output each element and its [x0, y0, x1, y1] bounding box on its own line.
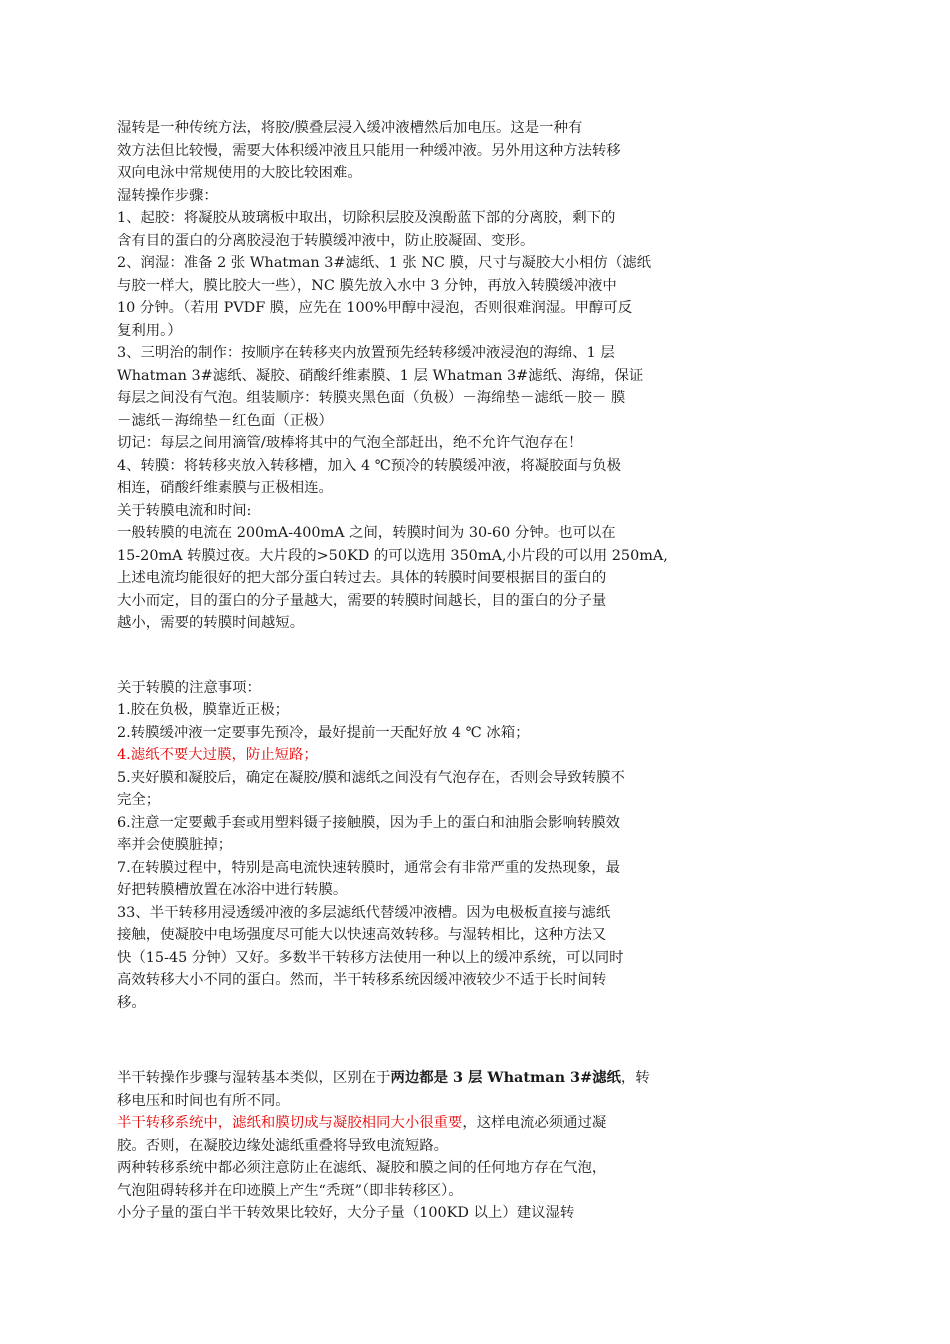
text-line: 1、起胶：将凝胶从玻璃板中取出，切除积层胶及溴酚蓝下部的分离胶，剩下的	[117, 210, 616, 226]
caution-note: 切记：每层之间用滴管/玻棒将其中的气泡全部赶出，绝不允许气泡存在！	[117, 435, 583, 451]
note-item-33	[117, 902, 717, 1015]
text-line: 4、转膜：将转移夹放入转移槽，加入 4 ℃预冷的转膜缓冲液，将凝胶面与负极	[117, 457, 622, 474]
wet-steps-heading: 湿转操作步骤：	[117, 187, 218, 204]
text-line: 小分子量的蛋白半干转效果比较好，大分子量（100KD 以上）建议湿转	[117, 1205, 575, 1221]
semi-dry-section	[117, 1067, 717, 1225]
text-span: 半干转操作步骤与湿转基本类似，区别在于	[117, 1070, 391, 1086]
text-line: －滤纸－海绵垫－红色面（正极）	[117, 412, 333, 429]
text-line: 接触，使凝胶中电场强度尽可能大以快速高效转移。与湿转相比，这种方法又	[117, 927, 607, 943]
text-line: 5.夹好膜和凝胶后，确定在凝胶/膜和滤纸之间没有气泡存在，否则会导致转膜不	[117, 769, 625, 786]
text-span: ，转	[620, 1070, 650, 1086]
note-item-5	[117, 767, 717, 812]
text-line: 气泡阻碍转移并在印迹膜上产生“秃斑”（即非转移区）。	[117, 1182, 463, 1199]
text-line: 相连，硝酸纤维素膜与正极相连。	[117, 480, 333, 496]
text-line: 效方法但比较慢，需要大体积缓冲液且只能用一种缓冲液。另外用这种方法转移	[117, 142, 621, 159]
current-time-heading: 关于转膜电流和时间:	[117, 502, 252, 519]
text-span: ，这样电流必须通过凝	[462, 1115, 607, 1131]
text-line: 好把转膜槽放置在冰浴中进行转膜。	[117, 882, 348, 898]
text-line: 一般转膜的电流在 200mA-400mA 之间，转膜时间为 30-60 分钟。也可以在	[117, 525, 616, 541]
wet-step-2	[117, 252, 717, 342]
text-line: 2、润湿：准备 2 张 Whatman 3#滤纸、1 张 NC 膜，尺寸与凝胶大小相仿（滤纸	[117, 255, 651, 271]
document-page	[117, 117, 717, 1225]
text-line: 每层之间没有气泡。组装顺序：转膜夹黑色面（负极）－海绵垫－滤纸－胶－ 膜	[117, 390, 626, 406]
text-line: 完全；	[117, 792, 161, 808]
note-item-7	[117, 857, 717, 902]
red-emphasis: 半干转移系统中，滤纸和膜切成与凝胶相同大小很重要	[117, 1115, 463, 1131]
text-line: 与胶一样大，膜比胶大一些），NC 膜先放入水中 3 分钟，再放入转膜缓冲液中	[117, 277, 617, 294]
note-item-6	[117, 812, 717, 857]
text-line: Whatman 3#滤纸、凝胶、硝酸纤维素膜、1 层 Whatman 3#滤纸、海绵，保证	[117, 367, 644, 384]
text-line: 7.在转膜过程中，特别是高电流快速转膜时，通常会有非常严重的发热现象，最	[117, 859, 621, 876]
text-line	[117, 1112, 717, 1135]
wet-transfer-intro	[117, 117, 717, 185]
note-item-1: 1.胶在负极，膜靠近正极；	[117, 702, 290, 718]
text-line: 湿转是一种传统方法，将胶/膜叠层浸入缓冲液槽然后加电压。这是一种有	[117, 120, 583, 136]
note-item-2: 2.转膜缓冲液一定要事先预冷，最好提前一天配好放 4 ℃ 冰箱；	[117, 724, 530, 741]
text-line: 越小，需要的转膜时间越短。	[117, 615, 305, 631]
text-line: 复利用。）	[117, 322, 182, 339]
text-line: 含有目的蛋白的分离胶浸泡于转膜缓冲液中，防止胶凝固、变形。	[117, 232, 535, 249]
bold-emphasis: 两边都是 3 层 Whatman 3#滤纸	[390, 1069, 621, 1086]
text-line: 胶。否则，在凝胶边缘处滤纸重叠将导致电流短路。	[117, 1137, 448, 1154]
text-line: 6.注意一定要戴手套或用塑料镊子接触膜，因为手上的蛋白和油脂会影响转膜效	[117, 814, 621, 831]
wet-step-3	[117, 342, 717, 432]
text-line: 高效转移大小不同的蛋白。然而，半干转移系统因缓冲液较少不适于长时间转	[117, 972, 607, 988]
text-line: 双向电泳中常规使用的大胶比较困难。	[117, 165, 362, 181]
text-line: 上述电流均能很好的把大部分蛋白转过去。具体的转膜时间要根据目的蛋白的	[117, 570, 607, 586]
text-line: 快（15-45 分钟）又好。多数半干转移方法使用一种以上的缓冲系统，可以同时	[117, 949, 624, 966]
spacer	[117, 635, 717, 677]
text-line: 10 分钟。（若用 PVDF 膜，应先在 100%甲醇中浸泡，否则很难润湿。甲醇可反	[117, 300, 633, 316]
text-line: 移电压和时间也有所不同。	[117, 1092, 290, 1109]
text-line: 移。	[117, 994, 146, 1011]
text-line: 率并会使膜脏掉；	[117, 837, 233, 853]
text-line: 大小而定，目的蛋白的分子量越大，需要的转膜时间越长，目的蛋白的分子量	[117, 592, 607, 609]
current-time-paragraph	[117, 522, 717, 635]
text-line	[117, 1067, 717, 1090]
note-item-4-highlighted: 4.滤纸不要大过膜，防止短路；	[117, 747, 318, 763]
wet-step-4	[117, 455, 717, 500]
wet-step-1	[117, 207, 717, 252]
spacer	[117, 1014, 717, 1067]
notes-heading: 关于转膜的注意事项：	[117, 679, 261, 696]
text-line: 3、三明治的制作：按顺序在转移夹内放置预先经转移缓冲液浸泡的海绵、1 层	[117, 345, 615, 361]
text-line: 15-20mA 转膜过夜。大片段的>50KD 的可以选用 350mA,小片段的可以用 250mA,	[117, 547, 668, 564]
text-line: 两种转移系统中都必须注意防止在滤纸、凝胶和膜之间的任何地方存在气泡，	[117, 1160, 607, 1176]
text-line: 33、半干转移用浸透缓冲液的多层滤纸代替缓冲液槽。因为电极板直接与滤纸	[117, 904, 611, 921]
